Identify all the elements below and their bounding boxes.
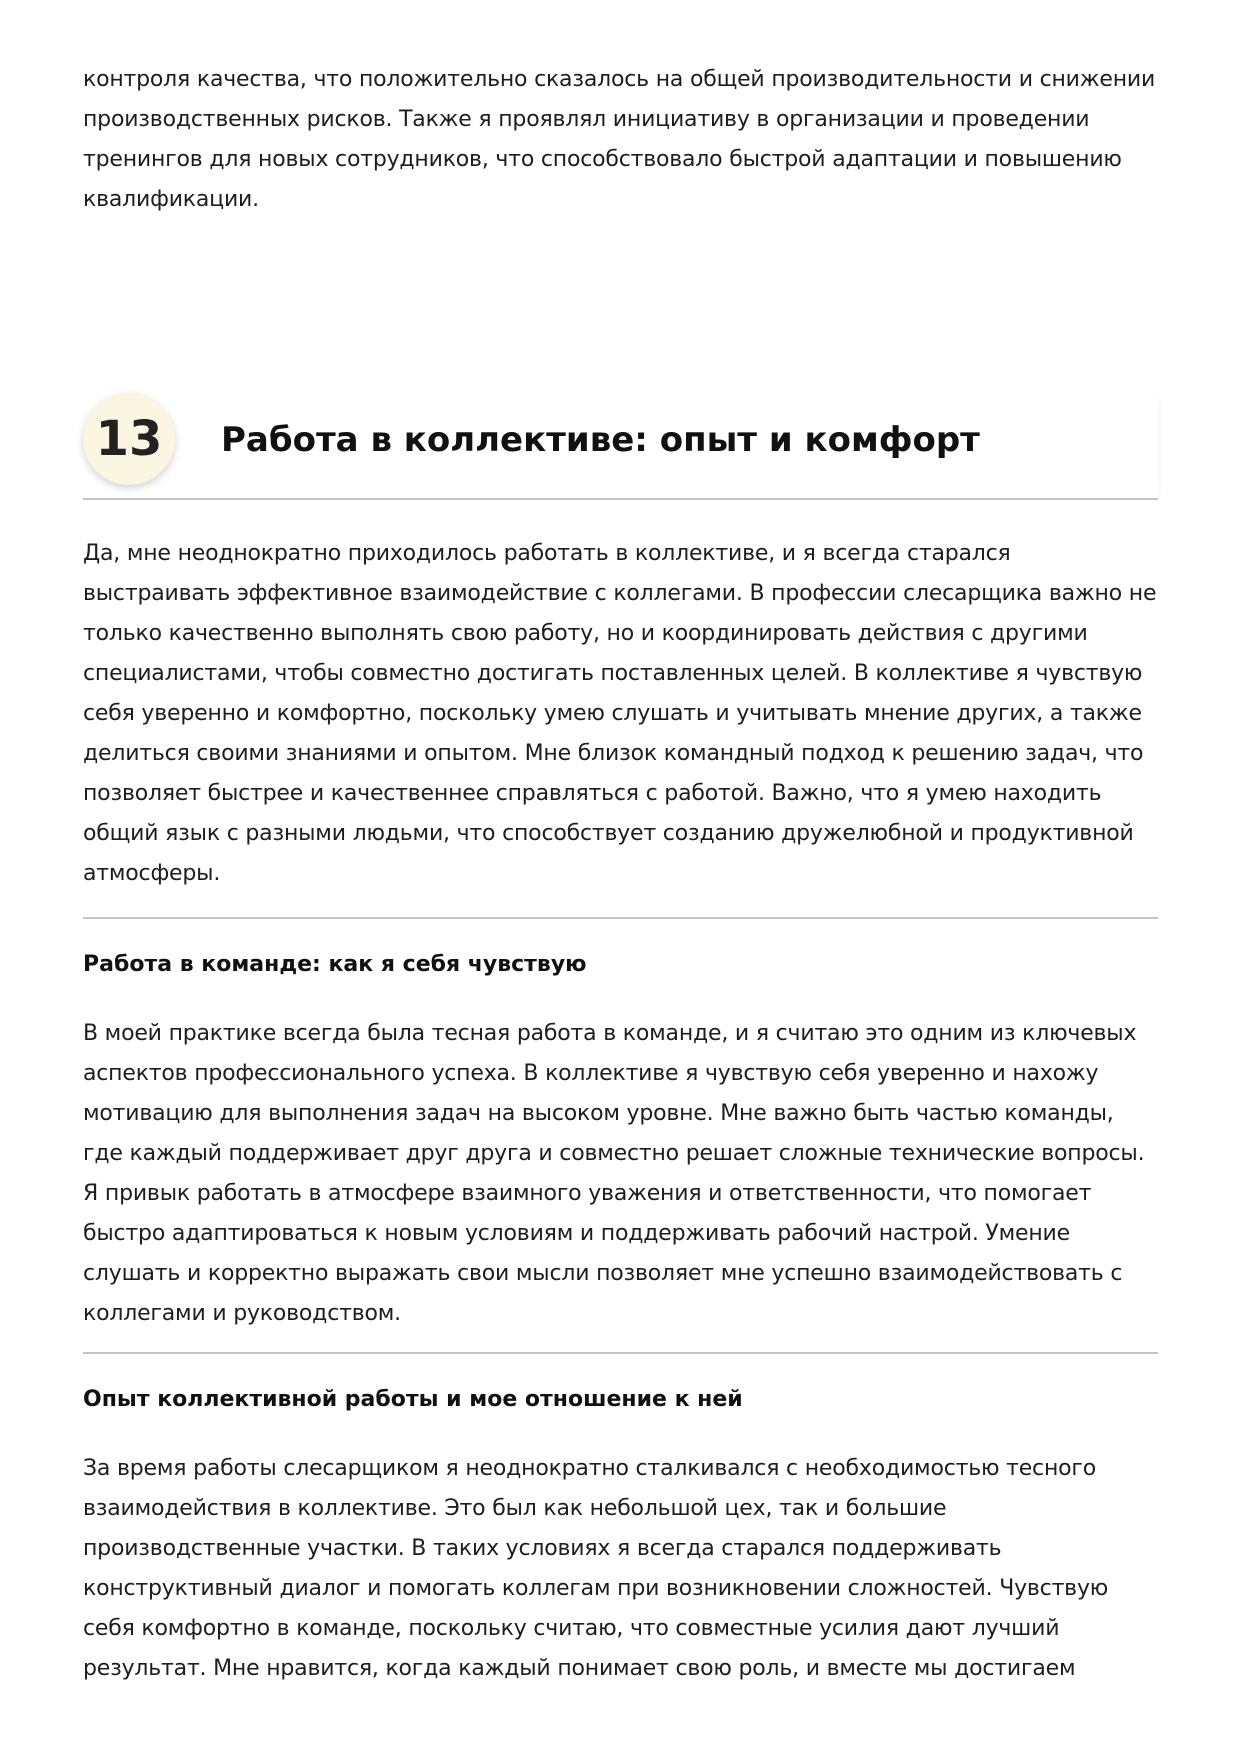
divider — [83, 917, 1158, 919]
section-title: Работа в коллективе: опыт и комфорт — [221, 420, 980, 460]
section-lead-paragraph: Да, мне неоднократно приходилось работать в коллективе, и я всегда старался выстраивать эффективное взаимодействие с коллегами. В профессии слесарщика важно не только качественно выполнять свою работу, но и координировать действия с другими специалистами, чтобы совместно достигать поставленных целей. В коллективе я чувствую себя уверенно и комфортно, поскольку умею слушать и учитывать мнение других, а также делиться своими знаниями и опытом. Мне близок командный подход к решению задач, что позволяет быстрее и качественнее справляться с работой. Важно, что я умею находить общий язык с разными людьми, что способствует созданию дружелюбной и продуктивной атмосферы. — [83, 541, 1157, 886]
subsection-paragraph: В моей практике всегда была тесная работа в команде, и я считаю это одним из ключевых аспектов профессионального успеха. В коллективе я чувствую себя уверенно и нахожу мотивацию для выполнения задач на высоком уровне. Мне важно быть частью команды, где каждый поддерживает друг друга и совместно решает сложные технические вопросы. Я привык работать в атмосфере взаимного уважения и ответственности, что помогает быстро адаптироваться к новым условиям и поддерживать рабочий настрой. Умение слушать и корректно выражать свои мысли позволяет мне успешно взаимодействовать с коллегами и руководством. — [83, 1021, 1145, 1326]
section-header — [83, 392, 1158, 500]
subsection-heading: Опыт коллективной работы и мое отношение к ней — [83, 1387, 743, 1412]
subsection-heading: Работа в команде: как я себя чувствую — [83, 952, 587, 977]
section-number-badge: 13 — [83, 393, 175, 485]
subsection-paragraph: За время работы слесарщиком я неоднократно сталкивался с необходимостью тесного взаимодействия в коллективе. Это был как небольшой цех, так и большие производственные участки. В таких условиях я всегда старался поддерживать конструктивный диалог и помогать коллегам при возникновении сложностей. Чувствую себя комфортно в команде, поскольку считаю, что совместные усилия дают лучший результат. Мне нравится, когда каждый понимает свою роль, и вместе мы достигаем — [83, 1456, 1109, 1681]
intro-paragraph: контроля качества, что положительно сказалось на общей производительности и снижении производственных рисков. Также я проявлял инициативу в организации и проведении тренингов для новых сотрудников, что способствовало быстрой адаптации и повышению квалификации. — [83, 67, 1156, 212]
divider — [83, 1352, 1158, 1354]
